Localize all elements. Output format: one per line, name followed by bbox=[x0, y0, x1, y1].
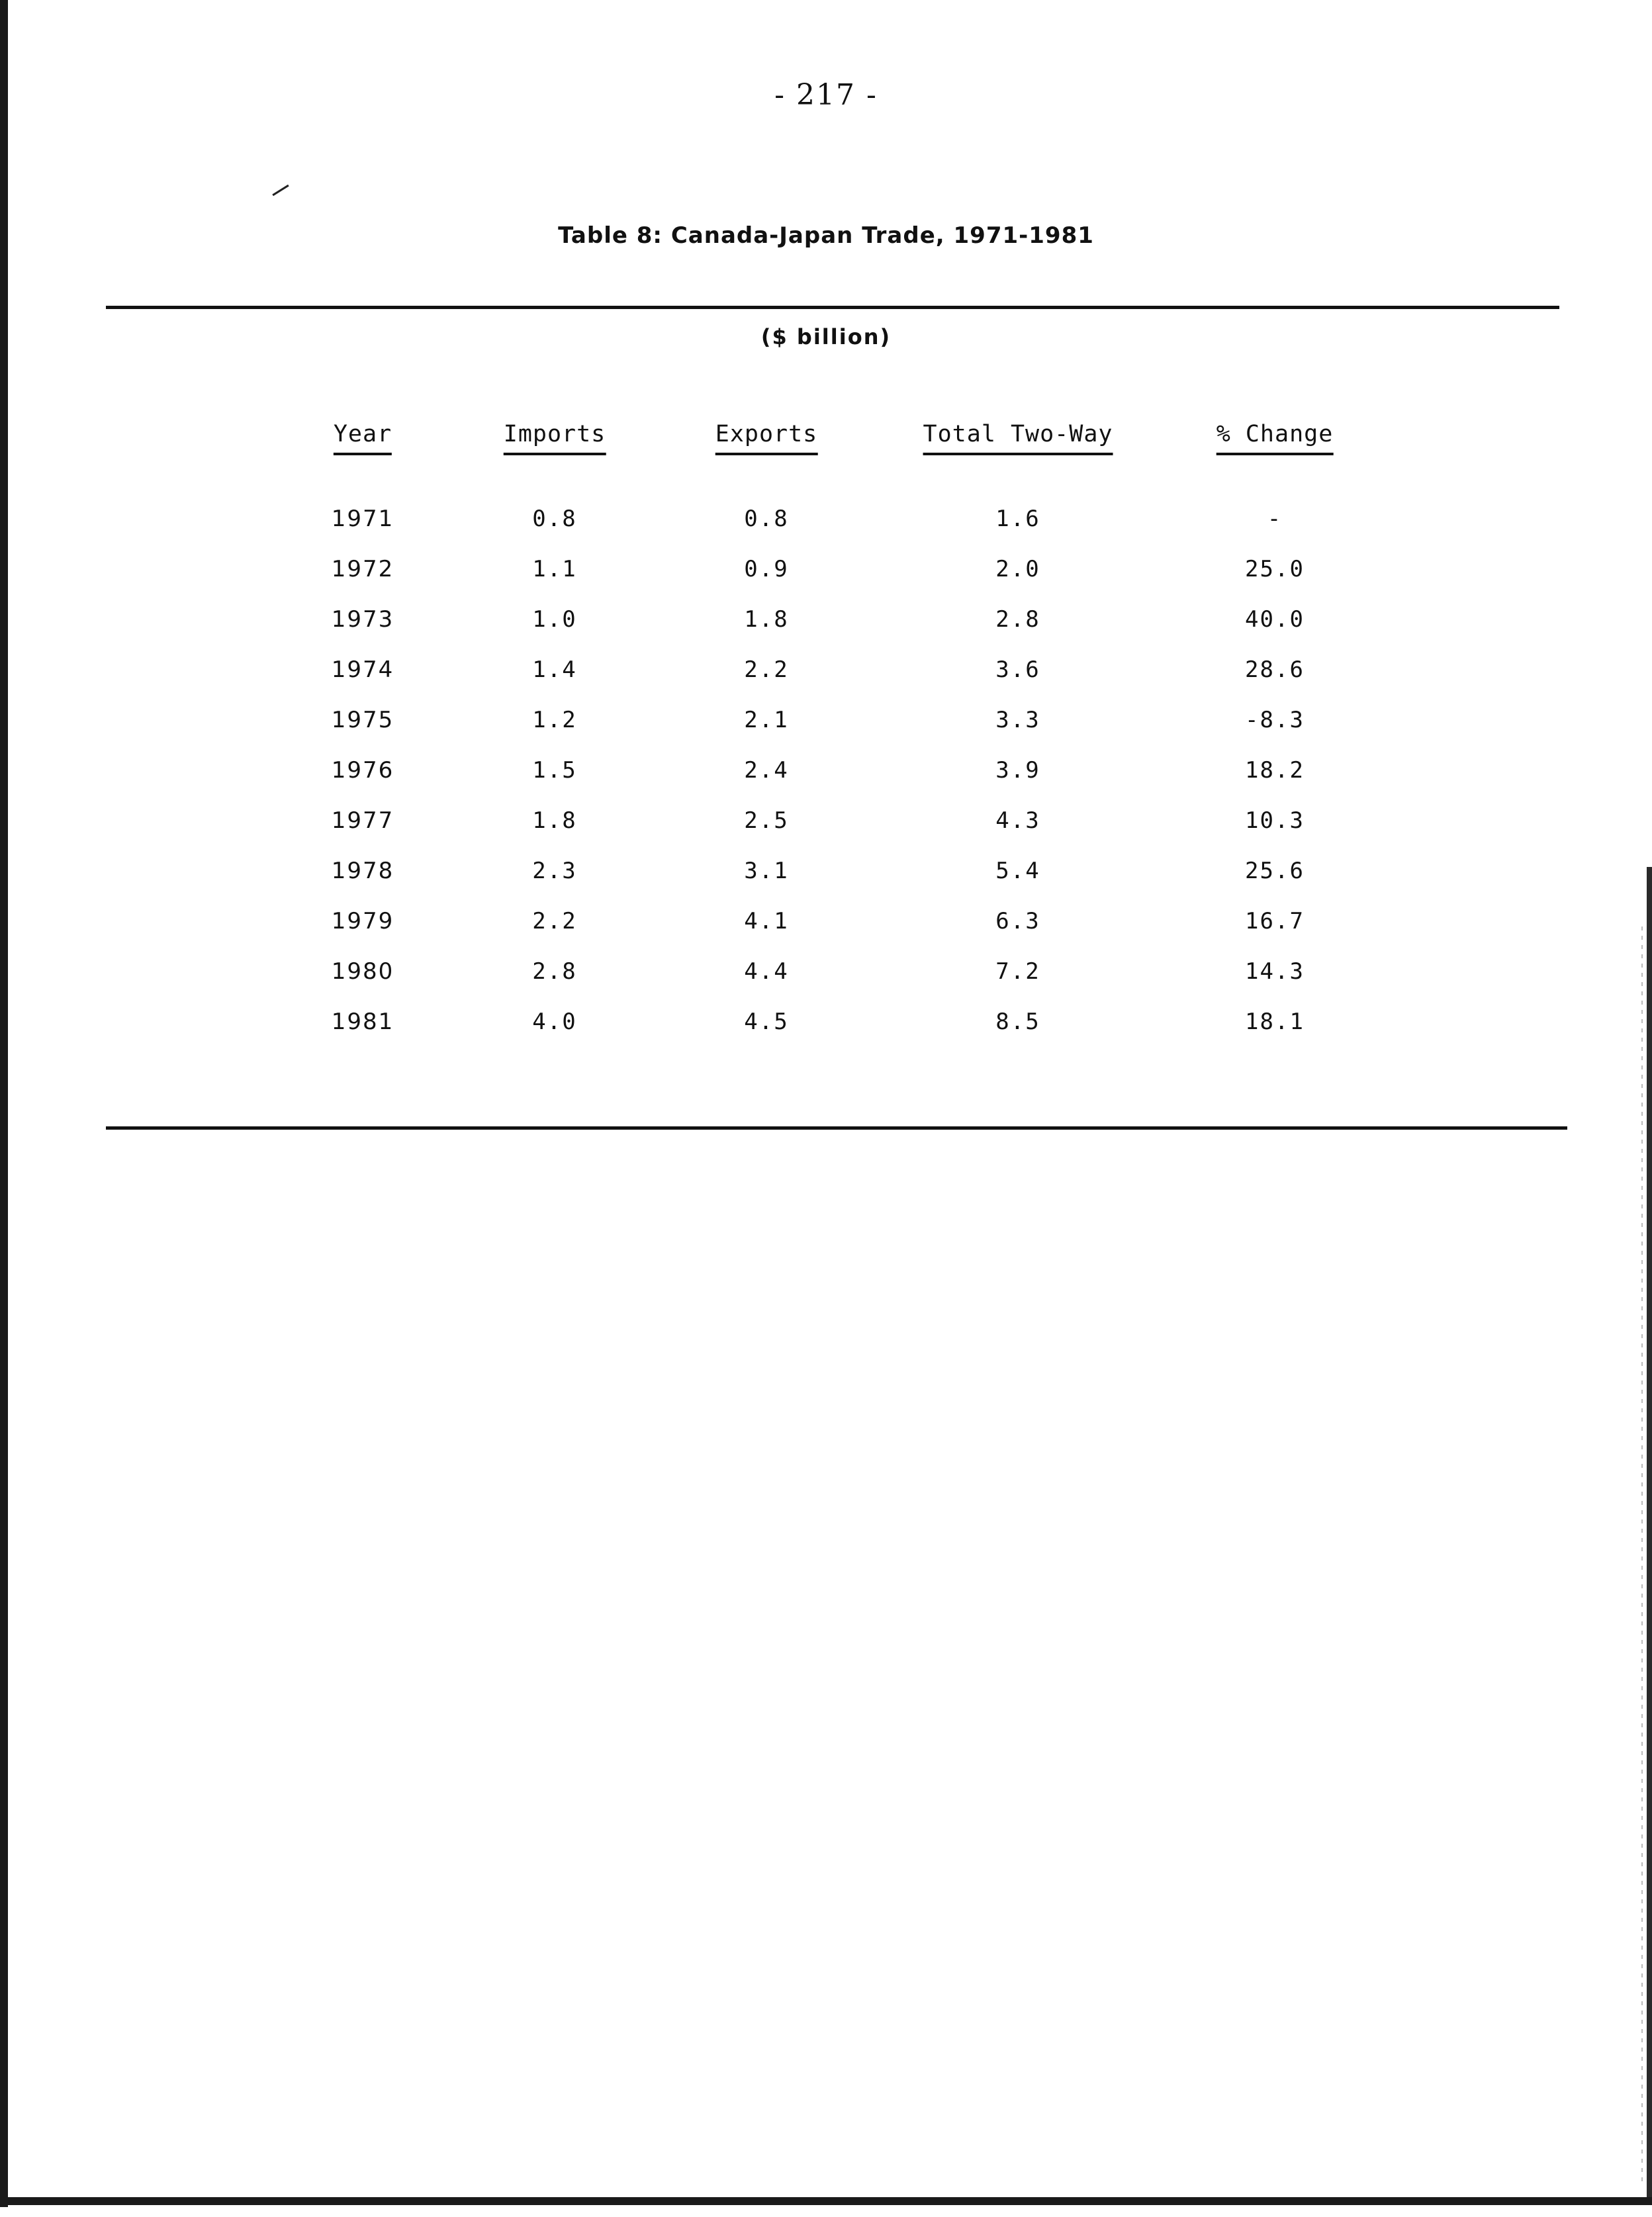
scan-edge-right bbox=[1647, 867, 1652, 2197]
cell-year: 1971 bbox=[331, 506, 394, 532]
cell-year: 1974 bbox=[331, 656, 394, 683]
table-header-row bbox=[0, 421, 1652, 461]
cell-total-two-way: 8.5 bbox=[995, 1009, 1040, 1035]
cell-year: 1975 bbox=[331, 707, 394, 733]
cell-percent-change: 18.1 bbox=[1245, 1009, 1305, 1035]
cell-percent-change: - bbox=[1267, 506, 1283, 532]
cell-year: 1981 bbox=[331, 1009, 394, 1035]
table-row bbox=[0, 606, 1652, 646]
stray-pen-mark bbox=[272, 185, 289, 196]
cell-total-two-way: 5.4 bbox=[995, 858, 1040, 884]
table-row bbox=[0, 506, 1652, 545]
cell-percent-change: 40.0 bbox=[1245, 606, 1305, 633]
cell-imports: 0.8 bbox=[532, 506, 577, 532]
cell-year: 1979 bbox=[331, 908, 394, 934]
cell-percent-change: 14.3 bbox=[1245, 958, 1305, 985]
cell-imports: 1.4 bbox=[532, 656, 577, 683]
table-top-rule bbox=[106, 306, 1559, 309]
cell-total-two-way: 7.2 bbox=[995, 958, 1040, 985]
cell-total-two-way: 2.8 bbox=[995, 606, 1040, 633]
column-header-imports: Imports bbox=[504, 421, 606, 455]
cell-imports: 1.2 bbox=[532, 707, 577, 733]
cell-percent-change: 25.0 bbox=[1245, 556, 1305, 582]
cell-year: 1973 bbox=[331, 606, 394, 633]
cell-total-two-way: 3.9 bbox=[995, 757, 1040, 784]
cell-imports: 2.8 bbox=[532, 958, 577, 985]
table-row bbox=[0, 757, 1652, 797]
cell-exports: 0.9 bbox=[744, 556, 789, 582]
cell-imports: 1.1 bbox=[532, 556, 577, 582]
cell-percent-change: -8.3 bbox=[1245, 707, 1305, 733]
cell-imports: 2.2 bbox=[532, 908, 577, 934]
cell-exports: 4.1 bbox=[744, 908, 789, 934]
cell-imports: 1.0 bbox=[532, 606, 577, 633]
table-row bbox=[0, 1009, 1652, 1048]
table-row bbox=[0, 656, 1652, 696]
cell-imports: 1.8 bbox=[532, 807, 577, 834]
cell-year: 1978 bbox=[331, 858, 394, 884]
cell-exports: 2.2 bbox=[744, 656, 789, 683]
cell-total-two-way: 6.3 bbox=[995, 908, 1040, 934]
cell-year: 1976 bbox=[331, 757, 394, 784]
cell-percent-change: 18.2 bbox=[1245, 757, 1305, 784]
page-number: - 217 - bbox=[774, 78, 878, 112]
scan-edge-bottom bbox=[0, 2197, 1652, 2205]
cell-exports: 3.1 bbox=[744, 858, 789, 884]
cell-percent-change: 16.7 bbox=[1245, 908, 1305, 934]
cell-percent-change: 28.6 bbox=[1245, 656, 1305, 683]
column-header-exports: Exports bbox=[715, 421, 818, 455]
cell-exports: 4.5 bbox=[744, 1009, 789, 1035]
cell-percent-change: 25.6 bbox=[1245, 858, 1305, 884]
table-row bbox=[0, 908, 1652, 948]
column-header-percent-change: % Change bbox=[1216, 421, 1334, 455]
unit-label: ($ billion) bbox=[760, 324, 892, 349]
column-header-year: Year bbox=[334, 421, 392, 455]
cell-year: 1977 bbox=[331, 807, 394, 834]
table-row bbox=[0, 858, 1652, 897]
cell-total-two-way: 2.0 bbox=[995, 556, 1040, 582]
table-row bbox=[0, 556, 1652, 596]
cell-imports: 4.0 bbox=[532, 1009, 577, 1035]
cell-total-two-way: 1.6 bbox=[995, 506, 1040, 532]
cell-total-two-way: 4.3 bbox=[995, 807, 1040, 834]
column-header-total-two-way: Total Two-Way bbox=[923, 421, 1113, 455]
cell-total-two-way: 3.3 bbox=[995, 707, 1040, 733]
cell-exports: 1.8 bbox=[744, 606, 789, 633]
cell-percent-change: 10.3 bbox=[1245, 807, 1305, 834]
cell-exports: 2.1 bbox=[744, 707, 789, 733]
cell-exports: 0.8 bbox=[744, 506, 789, 532]
table-row bbox=[0, 807, 1652, 847]
cell-exports: 2.5 bbox=[744, 807, 789, 834]
scan-edge-right-faint bbox=[1641, 927, 1643, 2184]
table-title: Table 8: Canada-Japan Trade, 1971-1981 bbox=[558, 222, 1094, 249]
cell-total-two-way: 3.6 bbox=[995, 656, 1040, 683]
cell-year: 1980 bbox=[331, 958, 394, 985]
cell-imports: 1.5 bbox=[532, 757, 577, 784]
cell-imports: 2.3 bbox=[532, 858, 577, 884]
cell-year: 1972 bbox=[331, 556, 394, 582]
table-bottom-rule bbox=[106, 1126, 1567, 1130]
cell-exports: 4.4 bbox=[744, 958, 789, 985]
table-row bbox=[0, 707, 1652, 747]
table-row bbox=[0, 958, 1652, 998]
cell-exports: 2.4 bbox=[744, 757, 789, 784]
